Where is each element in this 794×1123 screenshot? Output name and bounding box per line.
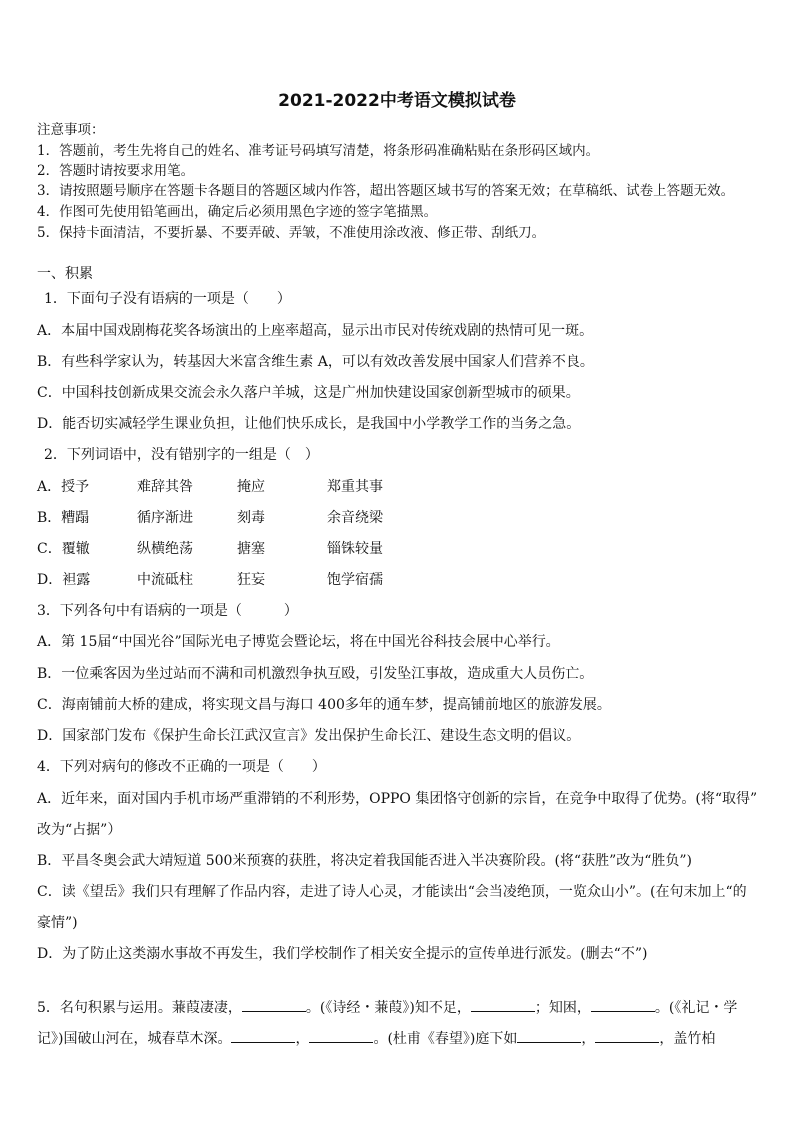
question-line [37, 997, 737, 1018]
word-cell: A．授予 [37, 479, 90, 495]
answer-blank[interactable] [595, 1028, 659, 1043]
notice-item: 3．请按照题号顺序在答题卡各题目的答题区域内作答，超出答题区域书写的答案无效；在草稿纸、试卷上答题无效。 [37, 183, 735, 199]
section-heading: 一、积累 [37, 266, 93, 282]
option-d: D．国家部门发布《保护生命长江武汉宣言》发出保护生命长江、建设生态文明的倡议。 [37, 728, 581, 744]
question-stem: 3．下列各句中有语病的一项是（ ） [37, 603, 298, 619]
word-cell: 循序渐进 [137, 510, 193, 526]
word-cell: 搪塞 [237, 541, 265, 557]
word-cell: D．袒露 [37, 572, 91, 588]
answer-blank[interactable] [517, 1028, 581, 1043]
answer-blank[interactable] [591, 997, 655, 1012]
option-c: C．中国科技创新成果交流会永久落户羊城，这是广州加快建设国家创新型城市的硕果。 [37, 385, 580, 401]
question-line [37, 1028, 715, 1049]
option-c: C．海南铺前大桥的建成，将实现文昌与海口 400多年的通车梦，提高铺前地区的旅游发展。 [37, 697, 611, 713]
word-cell: C．覆辙 [37, 541, 90, 557]
text-run: ， [295, 1031, 310, 1047]
option-d: D．能否切实减轻学生课业负担，让他们快乐成长，是我国中小学教学工作的当务之急。 [37, 416, 581, 432]
text-run: 。(《礼记・学 [654, 1000, 738, 1016]
answer-blank[interactable] [242, 997, 306, 1012]
answer-blank[interactable] [309, 1028, 373, 1043]
option-b: B．一位乘客因为坐过站而不满和司机激烈争执互殴，引发坠江事故，造成重大人员伤亡。 [37, 666, 594, 682]
text-run: ，盖竹柏 [659, 1031, 716, 1047]
text-run: ；知困， [534, 1000, 591, 1016]
option-a: A．近年来，面对国内手机市场严重滞销的不利形势，OPPO 集团恪守创新的宗旨，在竞争中取得了优势。(将“取得” [37, 791, 758, 807]
text-run: 。(杜甫《春望》)庭下如 [373, 1031, 518, 1047]
word-cell: B．糟蹋 [37, 510, 90, 526]
option-a: A．本届中国戏剧梅花奖各场演出的上座率超高，显示出市民对传统戏剧的热情可见一斑。 [37, 323, 594, 339]
page-title: 2021-2022中考语文模拟试卷 [278, 91, 516, 111]
word-cell: 纵横绝荡 [137, 541, 193, 557]
word-cell: 中流砥柱 [137, 572, 193, 588]
option-c-cont: 豪情”) [37, 915, 78, 931]
option-a-cont: 改为“占据”） [37, 822, 122, 838]
question-stem: 2．下列词语中，没有错别字的一组是（ ） [44, 447, 319, 463]
notice-item: 2．答题时请按要求用笔。 [37, 163, 195, 179]
option-a: A．第 15届“中国光谷”国际光电子博览会暨论坛，将在中国光谷科技会展中心举行。 [37, 634, 560, 650]
answer-blank[interactable] [471, 997, 535, 1012]
word-cell: 饱学宿孺 [327, 572, 383, 588]
answer-blank[interactable] [231, 1028, 295, 1043]
notice-heading: 注意事项： [37, 122, 105, 138]
option-d: D．为了防止这类溺水事故不再发生，我们学校制作了相关安全提示的宣传单进行派发。(删去“不”) [37, 946, 648, 962]
option-b: B．有些科学家认为，转基因大米富含维生素 A，可以有效改善发展中国家人们营养不良。 [37, 354, 594, 370]
text-run: ， [581, 1031, 596, 1047]
word-cell: 难辞其咎 [137, 479, 193, 495]
text-run: 记》)国破山河在，城春草木深。 [37, 1031, 232, 1047]
word-cell: 刻毒 [237, 510, 265, 526]
word-cell: 锱铢较量 [327, 541, 383, 557]
word-cell: 掩应 [237, 479, 265, 495]
option-c: C．读《望岳》我们只有理解了作品内容，走进了诗人心灵，才能读出“会当凌绝顶，一览众山小”。(在句末加上“的 [37, 884, 747, 900]
question-stem: 4．下列对病句的修改不正确的一项是（ ） [37, 759, 326, 775]
notice-item: 4．作图可先使用铅笔画出，确定后必须用黑色字迹的签字笔描黑。 [37, 204, 438, 220]
word-cell: 郑重其事 [327, 479, 383, 495]
text-run: 5．名句积累与运用。蒹葭凄凄， [37, 1000, 242, 1016]
notice-item: 1．答题前，考生先将自己的姓名、准考证号码填写清楚，将条形码准确粘贴在条形码区域内。 [37, 143, 600, 159]
text-run: 。(《诗经・蒹葭》)知不足， [305, 1000, 471, 1016]
word-cell: 余音绕梁 [327, 510, 383, 526]
word-cell: 狂妄 [237, 572, 265, 588]
notice-item: 5．保持卡面清洁，不要折暴、不要弄破、弄皱，不准使用涂改液、修正带、刮纸刀。 [37, 225, 546, 241]
question-stem: 1．下面句子没有语病的一项是（ ） [44, 291, 291, 307]
option-b: B．平昌冬奥会武大靖短道 500米预赛的获胜，将决定着我国能否进入半决赛阶段。(将“获胜”改为“胜负”) [37, 853, 693, 869]
